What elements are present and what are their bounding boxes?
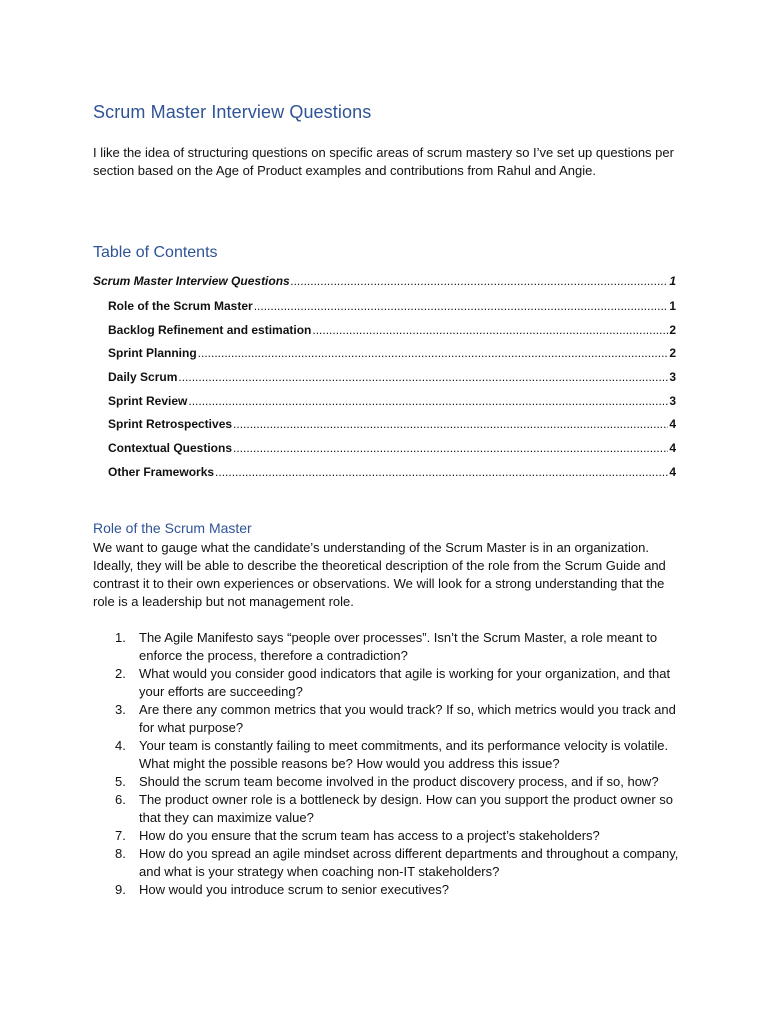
toc-entry-page: 2 — [669, 322, 676, 337]
toc-entry-page: 4 — [669, 417, 676, 432]
list-item-text: The product owner role is a bottleneck by design. How can you support the product owner so that they can maximize value? — [139, 792, 674, 825]
toc-entry-label: Sprint Review — [108, 393, 188, 408]
toc-entry-page: 2 — [669, 346, 676, 361]
toc-entry-role-of-the-scrum-master[interactable] — [93, 299, 676, 323]
toc-entry-label: Role of the Scrum Master — [108, 299, 253, 313]
list-item-number: 8. — [115, 846, 126, 861]
toc-entry-label: Sprint Retrospectives — [108, 417, 233, 432]
toc-entry-sprint-planning[interactable] — [93, 346, 676, 370]
list-item-text: Should the scrum team become involved in the product discovery process, and if so, how? — [139, 774, 659, 789]
toc-entry-daily-scrum[interactable] — [93, 370, 676, 394]
toc-entry-label: Backlog Refinement and estimation — [108, 322, 312, 337]
question-list — [93, 629, 683, 899]
list-item-text: The Agile Manifesto says “people over processes”. Isn’t the Scrum Master, a role meant to enforce the process, therefore a contradiction? — [139, 630, 658, 663]
list-item-number: 6. — [115, 792, 126, 807]
toc-entry-page: 1 — [669, 299, 676, 313]
list-item-text: How do you ensure that the scrum team has access to a project’s stakeholders? — [139, 828, 600, 843]
list-item-number: 1. — [115, 630, 126, 645]
toc-entry-backlog-refinement[interactable] — [93, 323, 676, 347]
list-item — [93, 791, 683, 827]
toc-leader-dots — [233, 417, 668, 431]
toc-entry-page: 4 — [669, 441, 676, 456]
toc-entry-page: 4 — [669, 464, 676, 479]
list-item — [93, 827, 683, 845]
toc-leader-dots — [233, 441, 668, 455]
toc-entry-label: Daily Scrum — [108, 370, 178, 385]
toc-leader-dots — [178, 370, 668, 384]
toc-entry-page: 3 — [669, 393, 676, 408]
list-item-text: Are there any common metrics that you would track? If so, which metrics would you track and for what purpose? — [139, 702, 676, 735]
toc-heading: Table of Contents — [93, 244, 218, 261]
list-item — [93, 845, 683, 881]
toc-entry-page: 3 — [669, 370, 676, 385]
list-item-number: 7. — [115, 828, 126, 843]
list-item — [93, 881, 683, 899]
toc-entry-label: Sprint Planning — [108, 346, 197, 361]
list-item — [93, 701, 683, 737]
table-of-contents — [93, 274, 676, 489]
toc-leader-dots — [291, 274, 669, 288]
toc-leader-dots — [215, 465, 668, 479]
toc-entry-label: Other Frameworks — [108, 464, 215, 479]
list-item-text: What would you consider good indicators that agile is working for your organization, and that your efforts are succeeding? — [139, 666, 671, 699]
toc-entry-sprint-review[interactable] — [93, 394, 676, 418]
list-item-number: 9. — [115, 882, 126, 897]
toc-entry-scrum-master-interview-questions[interactable] — [93, 274, 676, 299]
list-item-number: 2. — [115, 666, 126, 681]
toc-entry-sprint-retrospectives[interactable] — [93, 417, 676, 441]
list-item-text: Your team is constantly failing to meet commitments, and its performance velocity is volatile. What might the possible reasons be? How would you address this issue? — [139, 738, 669, 771]
list-item — [93, 773, 683, 791]
list-item — [93, 737, 683, 773]
toc-leader-dots — [254, 299, 669, 313]
toc-entry-label: Contextual Questions — [108, 441, 233, 456]
toc-entry-contextual-questions[interactable] — [93, 441, 676, 465]
section-body: We want to gauge what the candidate’s understanding of the Scrum Master is in an organization. Ideally, they will be able to describe the theoretical description of the role from the Scrum Guide and contrast it to their own experiences or observations. We will look for a strong understanding that the role is a leadership but not management role. — [93, 540, 666, 609]
toc-entry-label: Scrum Master Interview Questions — [93, 274, 290, 288]
list-item-number: 3. — [115, 702, 126, 717]
toc-leader-dots — [312, 323, 668, 337]
list-item-text: How do you spread an agile mindset across different departments and throughout a company, and what is your strategy when coaching non-IT stakeholders? — [139, 846, 679, 879]
toc-entry-other-frameworks[interactable] — [93, 465, 676, 489]
toc-leader-dots — [198, 346, 669, 360]
list-item-text: How would you introduce scrum to senior executives? — [139, 882, 449, 897]
list-item — [93, 665, 683, 701]
toc-entry-page: 1 — [669, 274, 676, 288]
toc-leader-dots — [188, 394, 668, 408]
intro-paragraph: I like the idea of structuring questions on specific areas of scrum mastery so I’ve set up questions per section based on the Age of Product examples and contributions from Rahul and Angie. — [93, 145, 674, 178]
document-title: Scrum Master Interview Questions — [93, 102, 372, 122]
list-item-number: 4. — [115, 738, 126, 753]
section-heading: Role of the Scrum Master — [93, 520, 252, 536]
list-item — [93, 629, 683, 665]
list-item-number: 5. — [115, 774, 126, 789]
